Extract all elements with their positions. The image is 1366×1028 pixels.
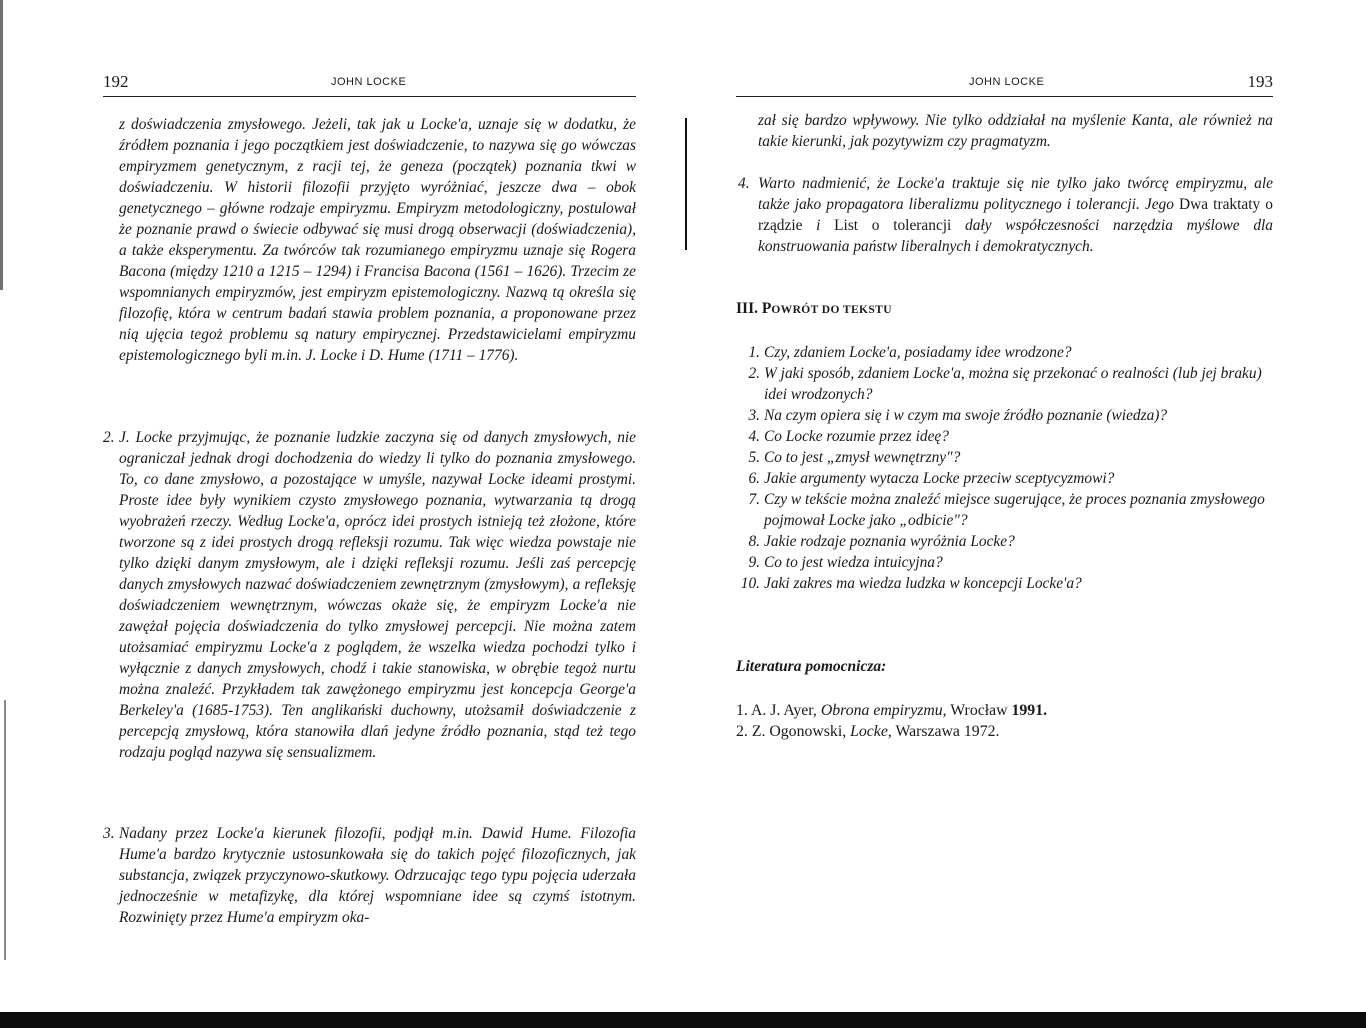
page-header (736, 72, 1273, 94)
note-number: 2. (103, 429, 115, 446)
page-header (103, 72, 636, 94)
item-number: 3. (748, 407, 760, 424)
item-text: Czy w tekście można znaleźć miejsce sugerujące, że proces poznania zmysłowego pojmował Locke jako „odbicie"? (764, 491, 1265, 529)
item-number: 9. (748, 554, 760, 571)
page-number: 193 (1247, 72, 1273, 91)
item-number: 10. (740, 575, 760, 592)
item-text: Jaki zakres ma wiedza ludzka w koncepcji Locke'a? (764, 575, 1082, 592)
book-title: Obrona empiryzmu (820, 702, 943, 719)
item-number: 6. (748, 470, 760, 487)
binding-shadow (0, 0, 3, 290)
item-number: 5. (748, 449, 760, 466)
item-text: Co Locke rozumie przez ideę? (764, 428, 949, 445)
list-item (736, 447, 1276, 468)
binding-shadow (4, 700, 6, 960)
item-text: Czy, zdaniem Locke'a, posiadamy idee wrodzone? (764, 344, 1072, 361)
book-title: Locke (850, 723, 888, 740)
section-heading (736, 300, 892, 318)
literature-list (736, 700, 1256, 742)
note-text-part: Warto nadmienić, że Locke'a traktuje się nie tylko jako twórcę empiryzmu, ale także jako propagatora liberalizmu politycznego i tolerancji. Jego (758, 175, 1273, 213)
binding-shadow (685, 118, 687, 250)
note-text (758, 173, 1273, 257)
paragraph-intro: z doświadczenia zmysłowego. Jeżeli, tak jak u Locke'a, uznaje się w dodatku, że źródłem poznania i jego początkiem jest doświadczenie, to nazywa się go wówczas empiryzmem genetycznym, z racji tej, że geneza (początek) poznania tkwi w doświadczeniu. W historii filozofii przyjęto wyróżniać, jeszcze dwa – obok genetycznego – główne rodzaje empiryzmu. Empiryzm metodologiczny, postulował że poznanie prawd o świecie odbywać się musi drogą obserwacji (doświadczenia), a także eksperymentu. Za twórców tak rozumianego empiryzmu uznaje się Rogera Bacona (między 1210 a 1215 – 1294) i Francisa Bacona (1561 – 1626). Trzecim ze wspomnianych empiryzmów, jest empiryzm epistemologiczny. Nazwą tą określa się filozofię, która w centrum badań stawia problem poznania, a proponowane przez nią ujęcia tegoż problemu są natury empirycznej. Przedstawicielami empiryzmu epistemologicznego byli m.in. J. Locke i D. Hume (1711 – 1776). (119, 116, 636, 364)
item-number: 2. (736, 723, 748, 740)
year: 1991. (1011, 702, 1048, 719)
item-number: 4. (748, 428, 760, 445)
running-head: JOHN LOCKE (331, 76, 407, 88)
list-item (736, 342, 1276, 363)
item-number: 8. (748, 533, 760, 550)
list-item (736, 721, 1256, 742)
list-item (736, 426, 1276, 447)
year: 1972. (963, 723, 1000, 740)
note-4 (738, 173, 1273, 257)
note-text-part: dały współczesności narzędzia myślowe dla konstruowania państw liberalnych i demokratycznych. (758, 217, 1273, 255)
note-text-part: i (802, 217, 835, 234)
place: , Wrocław (942, 702, 1008, 719)
section-number: III. (736, 300, 758, 317)
section-title-rest: OWRÓT DO TEKSTU (771, 304, 892, 316)
list-item (736, 552, 1276, 573)
item-text: W jaki sposób, zdaniem Locke'a, można się przekonać o realności (lub jej braku) idei wrodzonych? (764, 365, 1262, 403)
item-text: Jakie rodzaje poznania wyróżnia Locke? (764, 533, 1015, 550)
item-number: 7. (748, 491, 760, 508)
author: A. J. Ayer, (750, 702, 817, 719)
note-text: Nadany przez Locke'a kierunek filozofii, podjął m.in. Dawid Hume. Filozofia Hume'a bardzo krytycznie ustosunkowała się do takich pojęć filozoficznych, jak substancja, związek przyczynowo-skutkowy. Odrzucając tego typu pojęcia uderzała jednocześnie w metafizykę, dla której wspomniane idee są czymś istotnym. Rozwinięty przez Hume'a empiryzm oka- (119, 825, 636, 926)
scan-edge (0, 1012, 1366, 1028)
question-list (736, 342, 1276, 594)
note-3 (103, 823, 636, 928)
author: Z. Ogonowski, (751, 723, 847, 740)
list-item (736, 573, 1276, 594)
list-item (736, 531, 1276, 552)
note-number: 3. (103, 825, 115, 842)
item-number: 1. (748, 344, 760, 361)
book-title: Dwa traktaty o rządzie (758, 196, 1273, 234)
list-item (736, 363, 1276, 405)
section-title-initial: P (761, 300, 772, 317)
item-number: 2. (748, 365, 760, 382)
right-page (683, 0, 1366, 1028)
place: , Warszawa (887, 723, 960, 740)
note-2 (103, 427, 636, 763)
header-rule (736, 96, 1273, 97)
header-rule (103, 96, 636, 97)
item-number: 1. (736, 702, 748, 719)
note-text: J. Locke przyjmując, że poznanie ludzkie zaczyna się od danych zmysłowych, nie ograniczał jednak drogi dochodzenia do wiedzy li tylko do poznania zmysłowego. To, co dane zmysłowo, a pozostające w umyśle, nazywał Locke ideami prostymi. Proste idee były wynikiem czysto zmysłowego poznania, wytwarzania tą drogą wyobrażeń rzeczy. Według Locke'a, oprócz idei prostych istnieją też złożone, które tworzone są z idei prostych drogą refleksji rozumu. Tak więc wiedza powstaje nie tylko dzięki danym zmysłowym, ale i dzięki refleksji rozumu. Jeśli zaś percepcję danych zmysłowych nazwać doświadczeniem zewnętrznym (zmysłowym), a refleksję doświadczeniem wewnętrznym, wówczas okaże się, że empiryzm Locke'a nie zawężał pojęcia doświadczenia do tylko zmysłowej percepcji. Nie można zatem utożsamiać empiryzmu Locke'a z poglądem, że wszelka wiedza pochodzi tylko i wyłącznie z danych zmysłowych, chodź i takie stanowiska, w obrębie tegoż nurtu można znaleźć. Przykładem tak zawężonego empiryzmu jest koncepcja George'a Berkeley'a (1685-1753). Ten anglikański duchowny, utożsamił doświadczenie z percepcją zmysłową, która stanowiła dlań jedyne źródło poznania, stąd też tego rodzaju pogląd nazywa się sensualizmem. (119, 429, 636, 761)
book-title: List o tolerancji (834, 217, 952, 234)
list-item (736, 489, 1276, 531)
literature-heading: Literatura pomocnicza: (736, 658, 887, 675)
list-item (736, 405, 1276, 426)
item-text: Co to jest „zmysł wewnętrzny"? (764, 449, 961, 466)
note-number: 4. (738, 175, 750, 192)
running-head: JOHN LOCKE (969, 76, 1045, 88)
list-item (736, 700, 1256, 721)
paragraph-continued: zał się bardzo wpływowy. Nie tylko oddziałał na myślenie Kanta, ale również na takie kierunki, jak pozytywizm czy pragmatyzm. (758, 112, 1273, 150)
page-number: 192 (103, 72, 129, 91)
item-text: Jakie argumenty wytacza Locke przeciw sceptycyzmowi? (764, 470, 1115, 487)
item-text: Na czym opiera się i w czym ma swoje źródło poznanie (wiedza)? (764, 407, 1168, 424)
list-item (736, 468, 1276, 489)
item-text: Co to jest wiedza intuicyjna? (764, 554, 943, 571)
